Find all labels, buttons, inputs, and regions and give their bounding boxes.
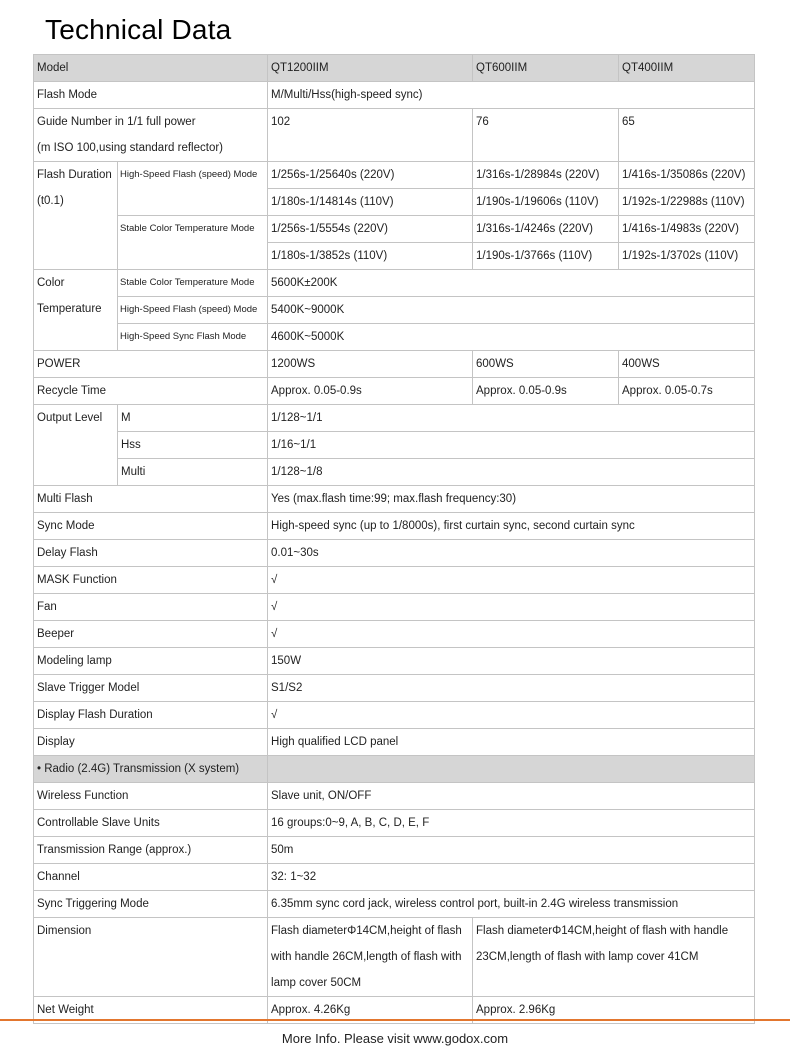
spec-label: Slave Trigger Model — [34, 675, 268, 702]
spec-value: Yes (max.flash time:99; max.flash frequency:30) — [268, 486, 755, 513]
table-row — [34, 432, 755, 459]
spec-value: 16 groups:0~9, A, B, C, D, E, F — [268, 810, 755, 837]
spec-label: Transmission Range (approx.) — [34, 837, 268, 864]
guide-number-qt600: 76 — [473, 109, 619, 162]
table-row — [34, 729, 755, 756]
footer-divider — [0, 1019, 790, 1021]
spec-label: Fan — [34, 594, 268, 621]
flash-mode-label: Flash Mode — [34, 82, 268, 109]
duration-cell: 1/190s-1/3766s (110V) — [473, 243, 619, 270]
table-row — [34, 270, 755, 297]
duration-cell: 1/256s-1/5554s (220V) — [268, 216, 473, 243]
table-row — [34, 783, 755, 810]
spec-value: High qualified LCD panel — [268, 729, 755, 756]
spec-label: Modeling lamp — [34, 648, 268, 675]
spec-value: 32: 1~32 — [268, 864, 755, 891]
stable-mode-label: Stable Color Temperature Mode — [118, 216, 268, 270]
guide-number-label-line1: Guide Number in 1/1 full power — [37, 116, 196, 128]
power-qt1200: 1200WS — [268, 351, 473, 378]
radio-section-row — [34, 756, 755, 783]
spec-value: 50m — [268, 837, 755, 864]
duration-cell: 1/190s-1/19606s (110V) — [473, 189, 619, 216]
table-row — [34, 459, 755, 486]
spec-value: High-speed sync (up to 1/8000s), first curtain sync, second curtain sync — [268, 513, 755, 540]
model-qt1200: QT1200IIM — [268, 55, 473, 82]
table-row — [34, 378, 755, 405]
spec-label: Sync Triggering Mode — [34, 891, 268, 918]
spec-label: Display Flash Duration — [34, 702, 268, 729]
net-weight-qt600-qt400: Approx. 2.96Kg — [473, 997, 755, 1024]
radio-section-title: • Radio (2.4G) Transmission (X system) — [34, 756, 268, 783]
color-temp-mode: High-Speed Flash (speed) Mode — [118, 297, 268, 324]
dimension-label: Dimension — [34, 918, 268, 997]
flash-duration-label-line2: (t0.1) — [37, 195, 64, 207]
table-row — [34, 837, 755, 864]
table-row — [34, 594, 755, 621]
dimension-qt600-qt400: Flash diameterΦ14CM,height of flash with handle 23CM,length of flash with lamp cover 41CM — [473, 918, 755, 997]
spec-value: Slave unit, ON/OFF — [268, 783, 755, 810]
color-temp-mode: High-Speed Sync Flash Mode — [118, 324, 268, 351]
output-value: 1/16~1/1 — [268, 432, 755, 459]
duration-cell: 1/180s-1/14814s (110V) — [268, 189, 473, 216]
recycle-time-qt1200: Approx. 0.05-0.9s — [268, 378, 473, 405]
table-row — [34, 864, 755, 891]
color-temp-mode: Stable Color Temperature Mode — [118, 270, 268, 297]
power-qt400: 400WS — [619, 351, 755, 378]
output-value: 1/128~1/1 — [268, 405, 755, 432]
table-row — [34, 918, 755, 997]
model-qt400: QT400IIM — [619, 55, 755, 82]
table-row — [34, 216, 755, 243]
spec-label: Display — [34, 729, 268, 756]
spec-label: Wireless Function — [34, 783, 268, 810]
spec-label: Beeper — [34, 621, 268, 648]
page-title: Technical Data — [45, 14, 232, 45]
color-temperature-label-line2: Temperature — [37, 303, 102, 315]
table-row — [34, 540, 755, 567]
recycle-time-qt600: Approx. 0.05-0.9s — [473, 378, 619, 405]
output-value: 1/128~1/8 — [268, 459, 755, 486]
duration-cell: 1/192s-1/22988s (110V) — [619, 189, 755, 216]
table-row — [34, 648, 755, 675]
spec-value: 6.35mm sync cord jack, wireless control port, built-in 2.4G wireless transmission — [268, 891, 755, 918]
model-header: Model — [34, 55, 268, 82]
table-row — [34, 702, 755, 729]
footer-text: More Info. Please visit www.godox.com — [281, 1031, 509, 1046]
spec-label: Delay Flash — [34, 540, 268, 567]
table-row — [34, 621, 755, 648]
table-row — [34, 109, 755, 162]
table-row — [34, 405, 755, 432]
guide-number-qt400: 65 — [619, 109, 755, 162]
duration-cell: 1/416s-1/35086s (220V) — [619, 162, 755, 189]
table-header-row — [34, 55, 755, 82]
table-row — [34, 513, 755, 540]
net-weight-label: Net Weight — [34, 997, 268, 1024]
table-row — [34, 82, 755, 109]
recycle-time-label: Recycle Time — [34, 378, 268, 405]
dimension-qt1200: Flash diameterΦ14CM,height of flash with handle 26CM,length of flash with lamp cover 50CM — [268, 918, 473, 997]
spec-value: √ — [268, 594, 755, 621]
flash-duration-label-line1: Flash Duration — [37, 169, 112, 181]
spec-value: S1/S2 — [268, 675, 755, 702]
spec-value: √ — [268, 621, 755, 648]
duration-cell: 1/316s-1/28984s (220V) — [473, 162, 619, 189]
table-row — [34, 324, 755, 351]
spec-value: 150W — [268, 648, 755, 675]
output-mode: M — [118, 405, 268, 432]
net-weight-qt1200: Approx. 4.26Kg — [268, 997, 473, 1024]
flash-mode-value: M/Multi/Hss(high-speed sync) — [268, 82, 755, 109]
color-temperature-label-line1: Color — [37, 277, 65, 289]
flash-duration-label — [34, 162, 118, 270]
power-qt600: 600WS — [473, 351, 619, 378]
output-level-label: Output Level — [34, 405, 118, 486]
duration-cell: 1/180s-1/3852s (110V) — [268, 243, 473, 270]
color-temperature-label — [34, 270, 118, 351]
technical-data-table — [33, 54, 755, 1024]
output-mode: Multi — [118, 459, 268, 486]
recycle-time-qt400: Approx. 0.05-0.7s — [619, 378, 755, 405]
model-qt600: QT600IIM — [473, 55, 619, 82]
table-row — [34, 162, 755, 189]
table-row — [34, 675, 755, 702]
spec-label: Multi Flash — [34, 486, 268, 513]
guide-number-qt1200: 102 — [268, 109, 473, 162]
spec-label: Controllable Slave Units — [34, 810, 268, 837]
spec-label: Sync Mode — [34, 513, 268, 540]
duration-cell: 1/256s-1/25640s (220V) — [268, 162, 473, 189]
output-mode: Hss — [118, 432, 268, 459]
table-row — [34, 297, 755, 324]
table-row — [34, 891, 755, 918]
color-temp-value: 4600K~5000K — [268, 324, 755, 351]
spec-value: √ — [268, 702, 755, 729]
duration-cell: 1/416s-1/4983s (220V) — [619, 216, 755, 243]
power-label: POWER — [34, 351, 268, 378]
guide-number-label-line2: (m ISO 100,using standard reflector) — [37, 142, 223, 154]
table-row — [34, 351, 755, 378]
spec-value: 0.01~30s — [268, 540, 755, 567]
table-row — [34, 567, 755, 594]
high-speed-mode-label: High-Speed Flash (speed) Mode — [118, 162, 268, 216]
table-row — [34, 810, 755, 837]
duration-cell: 1/316s-1/4246s (220V) — [473, 216, 619, 243]
guide-number-label — [34, 109, 268, 162]
spec-label: MASK Function — [34, 567, 268, 594]
radio-section-filler — [268, 756, 755, 783]
spec-value: √ — [268, 567, 755, 594]
spec-label: Channel — [34, 864, 268, 891]
table-row — [34, 486, 755, 513]
duration-cell: 1/192s-1/3702s (110V) — [619, 243, 755, 270]
color-temp-value: 5400K~9000K — [268, 297, 755, 324]
color-temp-value: 5600K±200K — [268, 270, 755, 297]
